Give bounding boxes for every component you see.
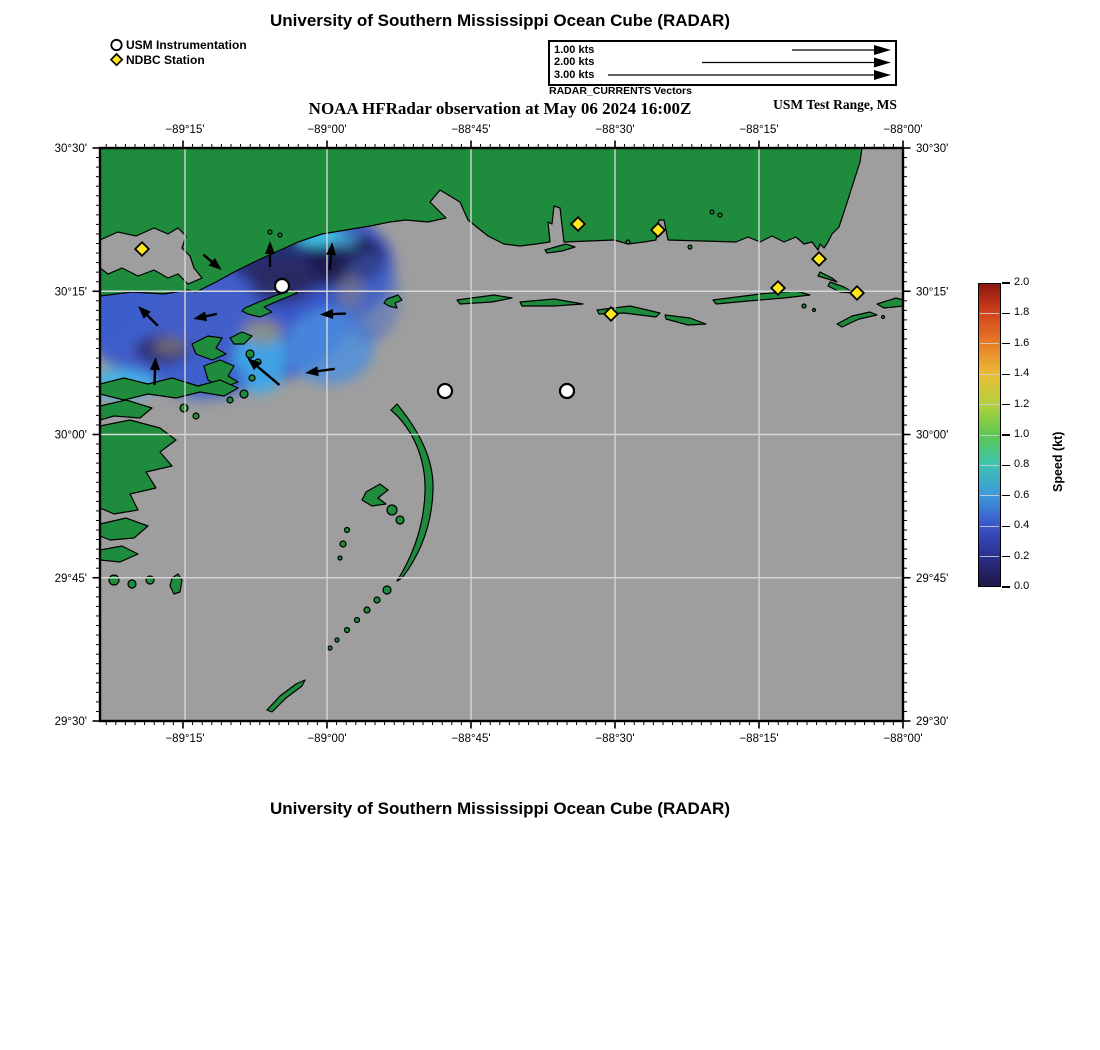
islet-dot bbox=[193, 413, 199, 419]
colorbar-level-line bbox=[980, 495, 1000, 496]
usm-instrument-marker bbox=[560, 384, 574, 398]
islet-dot bbox=[246, 350, 254, 358]
islet-dot bbox=[227, 397, 233, 403]
observation-subtitle: NOAA HFRadar observation at May 06 2024 16:00Z bbox=[308, 99, 692, 118]
axis-label-latitude-left: 30°15' bbox=[54, 286, 87, 299]
axis-label-latitude-left: 29°45' bbox=[54, 572, 87, 585]
colorbar-tick-label: 2.0 bbox=[1014, 276, 1030, 288]
vector-scale-2kt-label: 2.00 kts bbox=[554, 56, 595, 68]
colorbar-level-line bbox=[980, 435, 1000, 436]
axis-label-longitude-bottom: −88°30' bbox=[595, 733, 635, 745]
vector-scale-arrows bbox=[550, 42, 895, 84]
colorbar-level-line bbox=[980, 313, 1000, 314]
colorbar-tick bbox=[1002, 282, 1010, 283]
colorbar-tick bbox=[1002, 374, 1010, 375]
islet-dot bbox=[268, 230, 272, 234]
vector-scale-arrowhead bbox=[874, 70, 891, 80]
islet-dot bbox=[345, 628, 350, 633]
colorbar-tick-label: 0.4 bbox=[1014, 519, 1030, 532]
axis-label-latitude-left: 30°30' bbox=[54, 143, 87, 155]
islet-dot bbox=[109, 575, 119, 585]
colorbar-level-line bbox=[980, 465, 1000, 466]
colorbar-tick bbox=[1002, 434, 1010, 435]
colorbar-title: Speed (kt) bbox=[1051, 431, 1065, 492]
colorbar-tick bbox=[1002, 465, 1010, 466]
colorbar-tick bbox=[1002, 556, 1010, 557]
speed-blob bbox=[336, 274, 364, 310]
axis-label-latitude-right: 30°15' bbox=[916, 286, 949, 299]
colorbar-tick-label: 1.8 bbox=[1014, 306, 1030, 319]
colorbar-tick-label: 1.0 bbox=[1014, 428, 1030, 440]
test-range-label: USM Test Range, MS bbox=[773, 97, 897, 112]
marker-legend bbox=[109, 37, 247, 67]
islet-dot bbox=[802, 304, 806, 308]
legend-item-ndbc bbox=[109, 52, 247, 67]
diamond-marker-icon bbox=[109, 52, 124, 67]
islet-dot bbox=[718, 213, 722, 217]
hfradar-map bbox=[40, 118, 970, 763]
islet-dot bbox=[383, 586, 391, 594]
vector-scale-1kt-label: 1.00 kts bbox=[554, 44, 595, 56]
islet-dot bbox=[355, 618, 360, 623]
islet-dot bbox=[338, 556, 342, 560]
legend-label-ndbc: NDBC Station bbox=[126, 52, 205, 67]
vector-scale-caption: RADAR_CURRENTS Vectors bbox=[549, 85, 692, 97]
legend-item-usm bbox=[109, 37, 247, 52]
colorbar-tick bbox=[1002, 343, 1010, 344]
colorbar-tick-label: 1.4 bbox=[1014, 367, 1030, 380]
islet-dot bbox=[626, 240, 630, 244]
speed-blob bbox=[334, 232, 358, 248]
colorbar-level-line bbox=[980, 556, 1000, 557]
colorbar-level-line bbox=[980, 526, 1000, 527]
axis-label-longitude-bottom: −89°15' bbox=[165, 733, 205, 745]
vector-scale-3kt-label: 3.00 kts bbox=[554, 69, 595, 81]
axis-label-latitude-right: 29°45' bbox=[916, 572, 949, 585]
axis-label-latitude-right: 30°00' bbox=[916, 429, 949, 442]
islet-dot bbox=[374, 597, 380, 603]
speed-blob bbox=[154, 337, 186, 355]
axis-label-latitude-left: 30°00' bbox=[54, 429, 87, 442]
islet-dot bbox=[387, 505, 397, 515]
vector-scale-box bbox=[548, 40, 897, 86]
axis-label-longitude-bottom: −88°15' bbox=[739, 733, 779, 745]
colorbar-tick bbox=[1002, 495, 1010, 496]
vector-scale-arrowhead bbox=[874, 58, 891, 68]
colorbar-tick-label: 0.8 bbox=[1014, 458, 1030, 471]
islet-dot bbox=[396, 516, 404, 524]
axis-label-latitude-right: 29°30' bbox=[916, 716, 949, 728]
axis-label-longitude-top: −88°15' bbox=[739, 124, 779, 136]
colorbar-tick-label: 0.2 bbox=[1014, 549, 1030, 562]
axis-label-longitude-bottom: −88°45' bbox=[451, 733, 491, 745]
axis-label-longitude-top: −88°30' bbox=[595, 124, 635, 136]
axis-label-longitude-top: −89°00' bbox=[307, 124, 347, 136]
axis-label-longitude-bottom: −88°00' bbox=[883, 733, 923, 745]
colorbar-tick-label: 1.6 bbox=[1014, 336, 1030, 349]
islet-dot bbox=[249, 375, 255, 381]
axis-label-latitude-left: 29°30' bbox=[54, 716, 87, 728]
footer-title: University of Southern Mississippi Ocean Cube (RADAR) bbox=[269, 799, 730, 818]
circle-marker-icon bbox=[109, 37, 124, 52]
islet-dot bbox=[345, 528, 350, 533]
axis-label-longitude-top: −88°45' bbox=[451, 124, 491, 136]
page-title: University of Southern Mississippi Ocean Cube (RADAR) bbox=[269, 11, 730, 30]
legend-label-usm: USM Instrumentation bbox=[126, 37, 247, 52]
colorbar-tick-label: 0.0 bbox=[1014, 580, 1030, 592]
axis-label-longitude-bottom: −89°00' bbox=[307, 733, 347, 745]
islet-dot bbox=[882, 316, 885, 319]
colorbar-tick-label: 0.6 bbox=[1014, 488, 1030, 501]
islet-dot bbox=[710, 210, 714, 214]
usm-instrument-marker bbox=[438, 384, 452, 398]
islet-dot bbox=[128, 580, 136, 588]
axis-label-longitude-top: −88°00' bbox=[883, 124, 923, 136]
usm-instrument-marker bbox=[275, 279, 289, 293]
islet-dot bbox=[240, 390, 248, 398]
colorbar-tick bbox=[1002, 586, 1010, 587]
colorbar-tick-label: 1.2 bbox=[1014, 397, 1030, 410]
islet-dot bbox=[328, 646, 332, 650]
axis-label-latitude-right: 30°30' bbox=[916, 143, 949, 155]
colorbar-level-line bbox=[980, 404, 1000, 405]
islet-dot bbox=[688, 245, 692, 249]
islet-dot bbox=[335, 638, 339, 642]
colorbar-level-line bbox=[980, 343, 1000, 344]
vector-scale-arrowhead bbox=[874, 45, 891, 55]
islet-dot bbox=[340, 541, 346, 547]
islet-dot bbox=[278, 233, 282, 237]
islet-dot bbox=[364, 607, 370, 613]
speed-blob bbox=[242, 319, 282, 345]
colorbar-level-line bbox=[980, 374, 1000, 375]
colorbar-tick bbox=[1002, 404, 1010, 405]
colorbar-tick bbox=[1002, 313, 1010, 314]
axis-label-longitude-top: −89°15' bbox=[165, 124, 205, 136]
islet-dot bbox=[180, 404, 188, 412]
islet-dot bbox=[813, 309, 816, 312]
colorbar-tick bbox=[1002, 526, 1010, 527]
